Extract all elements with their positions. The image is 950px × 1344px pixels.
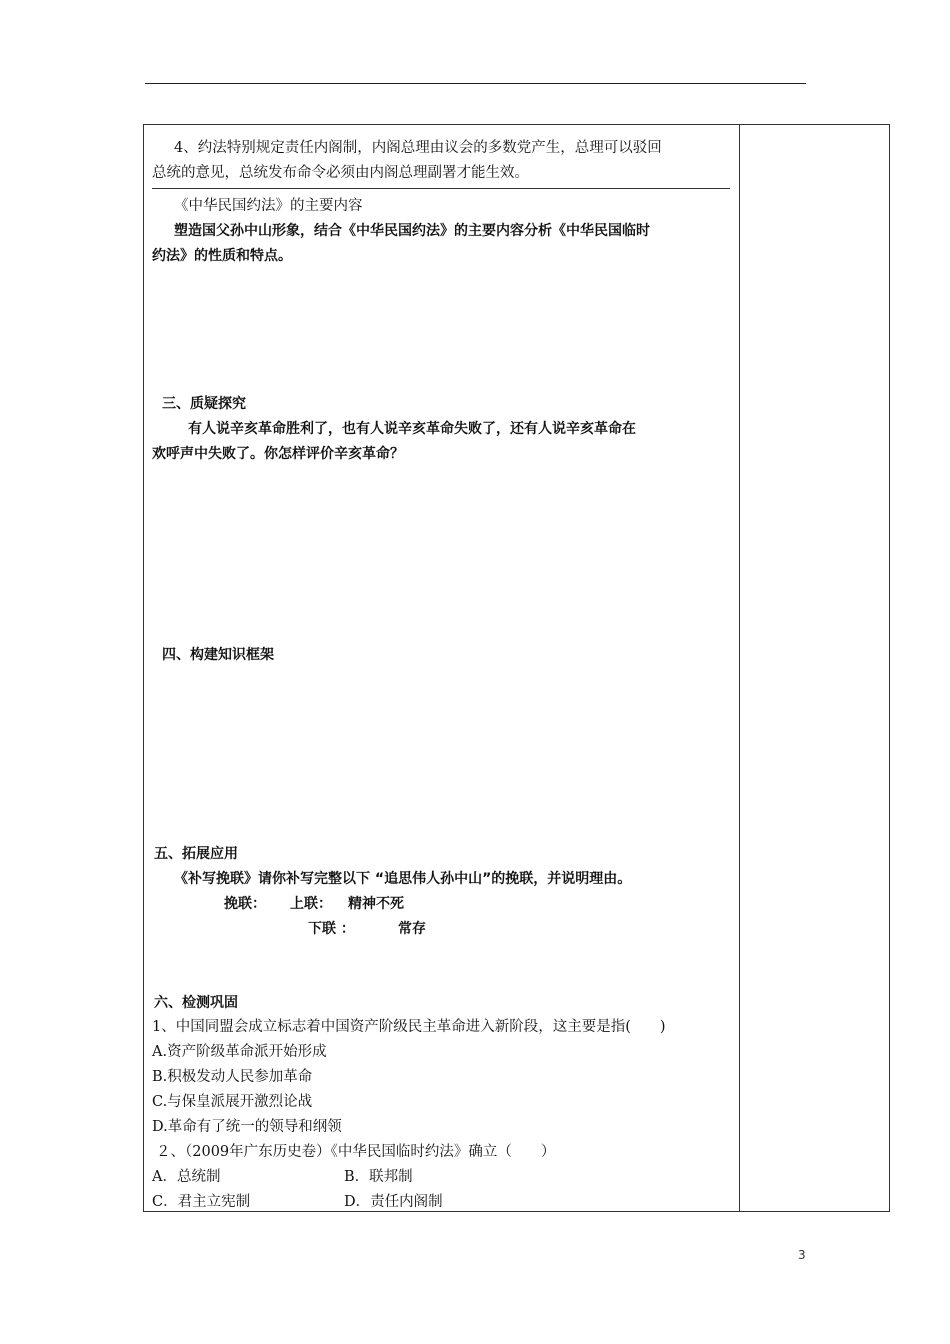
section6-heading: 六、检测巩固 — [154, 995, 238, 1011]
q2-options-row1 — [152, 1166, 413, 1188]
section4-heading: 四、构建知识框架 — [162, 647, 274, 663]
q2-options-row2 — [152, 1191, 443, 1213]
task-line1: 塑造国父孙中山形象，结合《中华民国约法》的主要内容分析《中华民国临时 — [174, 223, 650, 239]
section5-prompt: 《补写挽联》请你补写完整以下 “追思伟人孙中山”的挽联，并说明理由。 — [174, 871, 632, 887]
content-heading: 《中华民国约法》的主要内容 — [174, 198, 363, 214]
header-rule — [145, 83, 806, 84]
upper-label: 上联： — [290, 896, 332, 912]
task-line2: 约法》的性质和特点。 — [152, 248, 292, 264]
section3-heading: 三、质疑探究 — [162, 396, 246, 412]
couplet-lower-row — [308, 918, 426, 940]
page-number: 3 — [798, 1248, 806, 1262]
couplet-label: 挽联： — [224, 896, 266, 912]
section3-question-line1: 有人说辛亥革命胜利了，也有人说辛亥革命失败了，还有人说辛亥革命在 — [188, 421, 636, 437]
q1-option-d: D.革命有了统一的领导和纲领 — [152, 1119, 342, 1135]
section5-heading: 五、拓展应用 — [154, 846, 238, 862]
question-1: 1、中国同盟会成立标志着中国资产阶级民主革命进入新阶段，这主要是指( ) — [152, 1019, 666, 1035]
q1-option-b: B.积极发动人民参加革命 — [152, 1069, 313, 1085]
question-2: ２、（2009年广东历史卷）《中华民国临时约法》确立（ ） — [156, 1144, 556, 1160]
q1-option-a: A.资产阶级革命派开始形成 — [152, 1044, 327, 1060]
q2-option-a: A．总统制 — [152, 1169, 221, 1185]
q2-option-c: C．君主立宪制 — [152, 1194, 251, 1210]
column-divider — [739, 125, 740, 1211]
item4-line1: 4、约法特别规定责任内阁制，内阁总理由议会的多数党产生，总理可以驳回 — [174, 140, 662, 156]
section-rule — [152, 188, 730, 189]
couplet-upper-row — [224, 893, 404, 915]
section3-question-line2: 欢呼声中失败了。你怎样评价辛亥革命？ — [152, 446, 404, 462]
content-table — [143, 124, 890, 1212]
q1-option-c: C.与保皇派展开激烈论战 — [152, 1094, 313, 1110]
q2-option-b: B．联邦制 — [344, 1169, 413, 1185]
q2-option-d: D．责任内阁制 — [344, 1194, 443, 1210]
lower-text: 常存 — [398, 921, 426, 937]
item4-line2: 总统的意见，总统发布命令必须由内阁总理副署才能生效。 — [152, 165, 529, 181]
upper-text: 精神不死 — [348, 896, 404, 912]
lower-label: 下联 ： — [308, 921, 355, 937]
